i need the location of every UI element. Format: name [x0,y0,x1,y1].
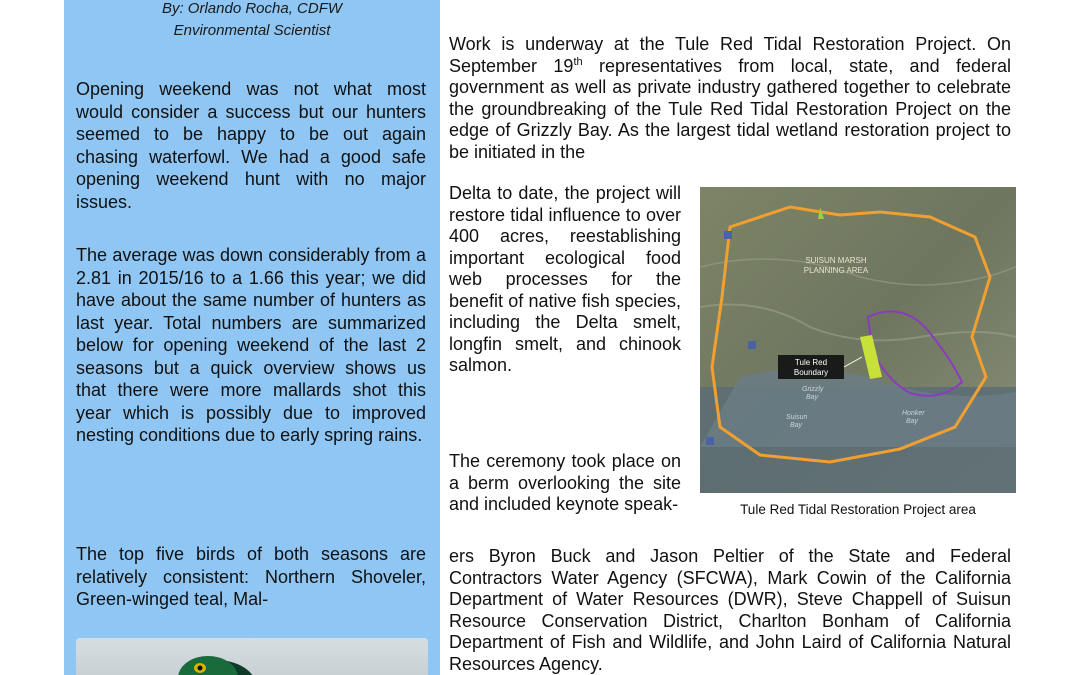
bay-label-grizzly-2: Bay [806,394,819,401]
intro-text-b: representatives from local, state, and federal government as well as private industry gathered together to celebrate the groundbreaking of the Tule Red Tidal Restoration Project on the edge of Grizzly Bay. As the largest tidal wetland restoration project to be initiated in the [449,55,1011,162]
sidebar-paragraph-1: Opening weekend was not what most would consider a success but our hunters seemed to be happy to be out again chasing waterfowl. We had a good safe opening weekend hunt with no major issues. [76,79,426,212]
bay-label-grizzly: Grizzly [802,386,824,393]
bay-label-honker-2: Bay [906,418,919,425]
bay-label-suisun-2: Bay [790,422,803,429]
area-label-2: PLANNING AREA [803,266,869,275]
byline-role: Environmental Scientist [173,22,331,39]
map-caption: Tule Red Tidal Restoration Project area [740,502,976,517]
mallard-duck-photo [76,638,428,675]
boundary-label-2: Boundary [793,368,829,377]
project-area-map [700,187,1016,493]
article-paragraph-intro [449,34,1011,163]
map-image [700,187,1016,493]
boundary-label-1: Tule Red [794,358,828,367]
highway-shield-icon [724,231,732,239]
highway-shield-icon [748,341,756,349]
article-column [449,0,1015,675]
sidebar-column [64,0,440,675]
article-paragraph-speakers: ers Byron Buck and Jason Peltier of the State and Federal Contractors Water Agency (SFCWA), Mark Cowin of the California Department of Water Resources (DWR), Steve Chappell of Suisun Resource Conservation District, Charlton Bonham of California Department of Fish and Wildlife, and John Laird of California Natural Resources Agency. [449,546,1011,674]
bay-label-suisun: Suisun [786,414,808,421]
article-paragraph-ceremony: The ceremony took place on a berm overlooking the site and included keynote speak- [449,451,681,514]
byline-author: By: Orlando Rocha, CDFW [161,0,343,17]
bay-label-honker: Honker [902,410,925,417]
sidebar-paragraph-3: The top five birds of both seasons are relatively consistent: Northern Shoveler, Green-winged teal, Mal- [76,544,426,609]
duck-illustration [76,638,428,675]
sidebar-paragraph-2: The average was down considerably from a 2.81 in 2015/16 to a 1.66 this year; we did have about the same number of hunters as last year. Total numbers are summarized below for opening weekend of the last 2 seasons but a quick overview shows us that there were more mallards shot this year which is possibly due to improved nesting conditions due to early spring rains. [76,245,426,445]
highway-shield-icon [706,437,714,445]
intro-text-a: Work is underway at the Tule Red Tidal Restoration Project. On September 19 [449,34,1011,76]
article-paragraph-project: Delta to date, the project will restore tidal influence to over 400 acres, reestablishing important ecological food web processes for the benefit of native fish species, including the Delta smelt, longfin smelt, and chinook salmon. [449,183,681,375]
ordinal-suffix: th [573,55,583,68]
area-label-1: SUISUN MARSH [805,256,867,265]
